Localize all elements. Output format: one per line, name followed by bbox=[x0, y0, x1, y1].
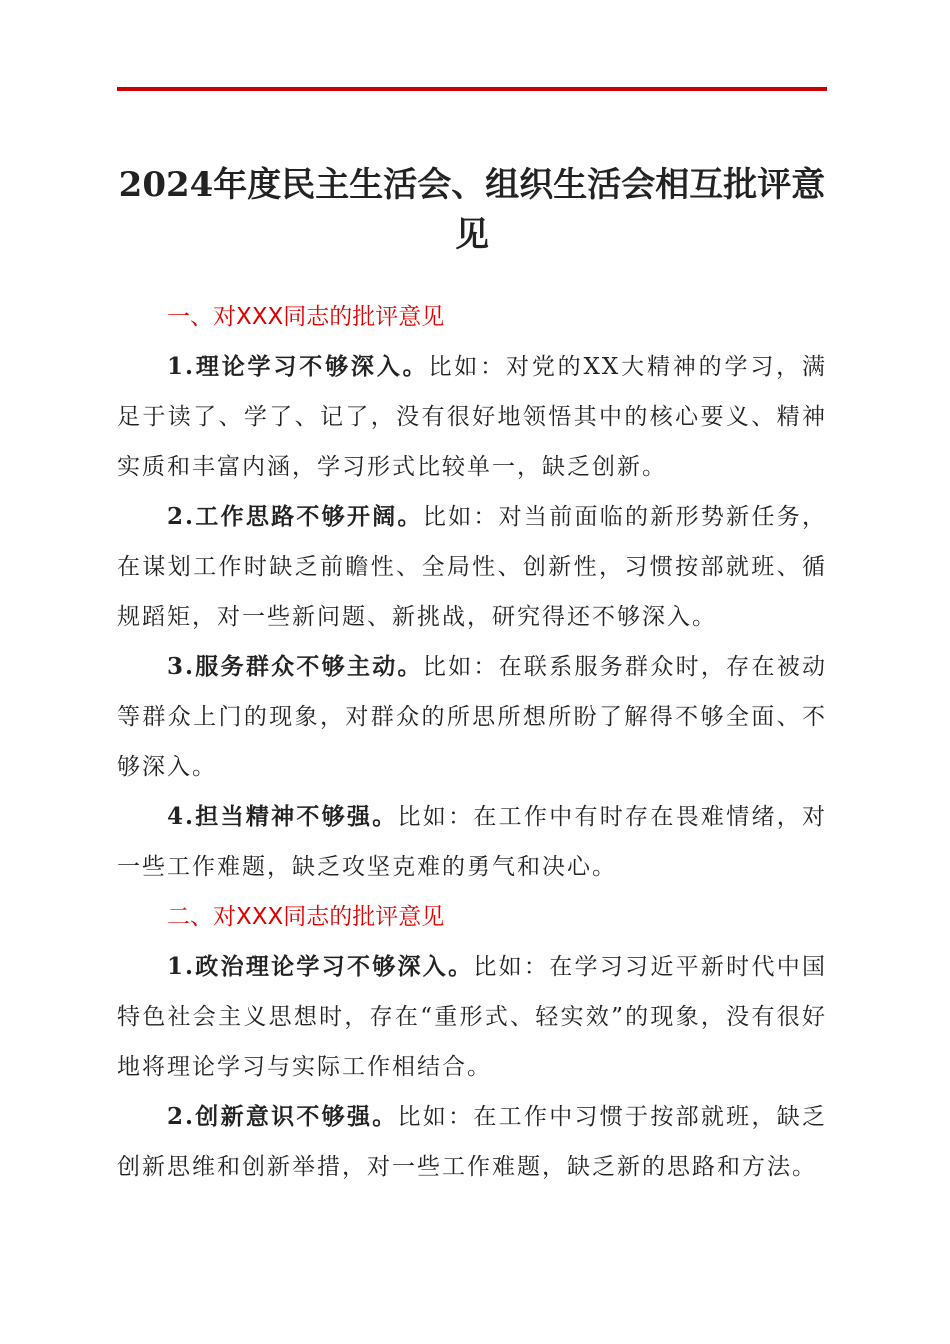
paragraph-body: 比如：对党的XX大精神的学习，满足于读了、学了、记了，没有很好地领悟其中的核心要义、精神实质和丰富内涵，学习形式比较单一，缺乏创新。 bbox=[117, 354, 828, 480]
document-page bbox=[117, 160, 827, 1192]
paragraph-lead: 2.创新意识不够强。 bbox=[167, 1103, 398, 1130]
paragraph bbox=[117, 342, 827, 492]
paragraph bbox=[117, 942, 827, 1092]
paragraph-lead: 3.服务群众不够主动。 bbox=[167, 653, 423, 680]
paragraph-body: 比如：在工作中有时存在畏难情绪，对一些工作难题，缺乏攻坚克难的勇气和决心。 bbox=[117, 804, 828, 880]
section-heading-1: 一、对XXX同志的批评意见 bbox=[167, 304, 445, 330]
paragraph-lead: 4.担当精神不够强。 bbox=[167, 803, 398, 830]
paragraph-lead: 2.工作思路不够开阔。 bbox=[167, 503, 423, 530]
header-rule bbox=[117, 87, 827, 91]
paragraph bbox=[117, 792, 827, 892]
paragraph-body: 比如：对当前面临的新形势新任务，在谋划工作时缺乏前瞻性、全局性、创新性，习惯按部就班、循规蹈矩，对一些新问题、新挑战，研究得还不够深入。 bbox=[117, 504, 828, 630]
paragraph bbox=[117, 1092, 827, 1192]
paragraph bbox=[117, 642, 827, 792]
paragraph-body: 比如：在联系服务群众时，存在被动等群众上门的现象，对群众的所思所想所盼了解得不够全面、不够深入。 bbox=[117, 654, 828, 780]
document-title: 2024年度民主生活会、组织生活会相互批评意见 bbox=[118, 165, 826, 255]
paragraph-lead: 1.政治理论学习不够深入。 bbox=[167, 953, 474, 980]
paragraph-body: 比如：在学习习近平新时代中国特色社会主义思想时，存在“重形式、轻实效”的现象，没有很好地将理论学习与实际工作相结合。 bbox=[117, 954, 828, 1080]
paragraph bbox=[117, 492, 827, 642]
paragraph-body: 比如：在工作中习惯于按部就班，缺乏创新思维和创新举措，对一些工作难题，缺乏新的思路和方法。 bbox=[117, 1104, 828, 1180]
section-heading-2: 二、对XXX同志的批评意见 bbox=[167, 904, 445, 930]
paragraph-lead: 1.理论学习不够深入。 bbox=[167, 353, 429, 380]
